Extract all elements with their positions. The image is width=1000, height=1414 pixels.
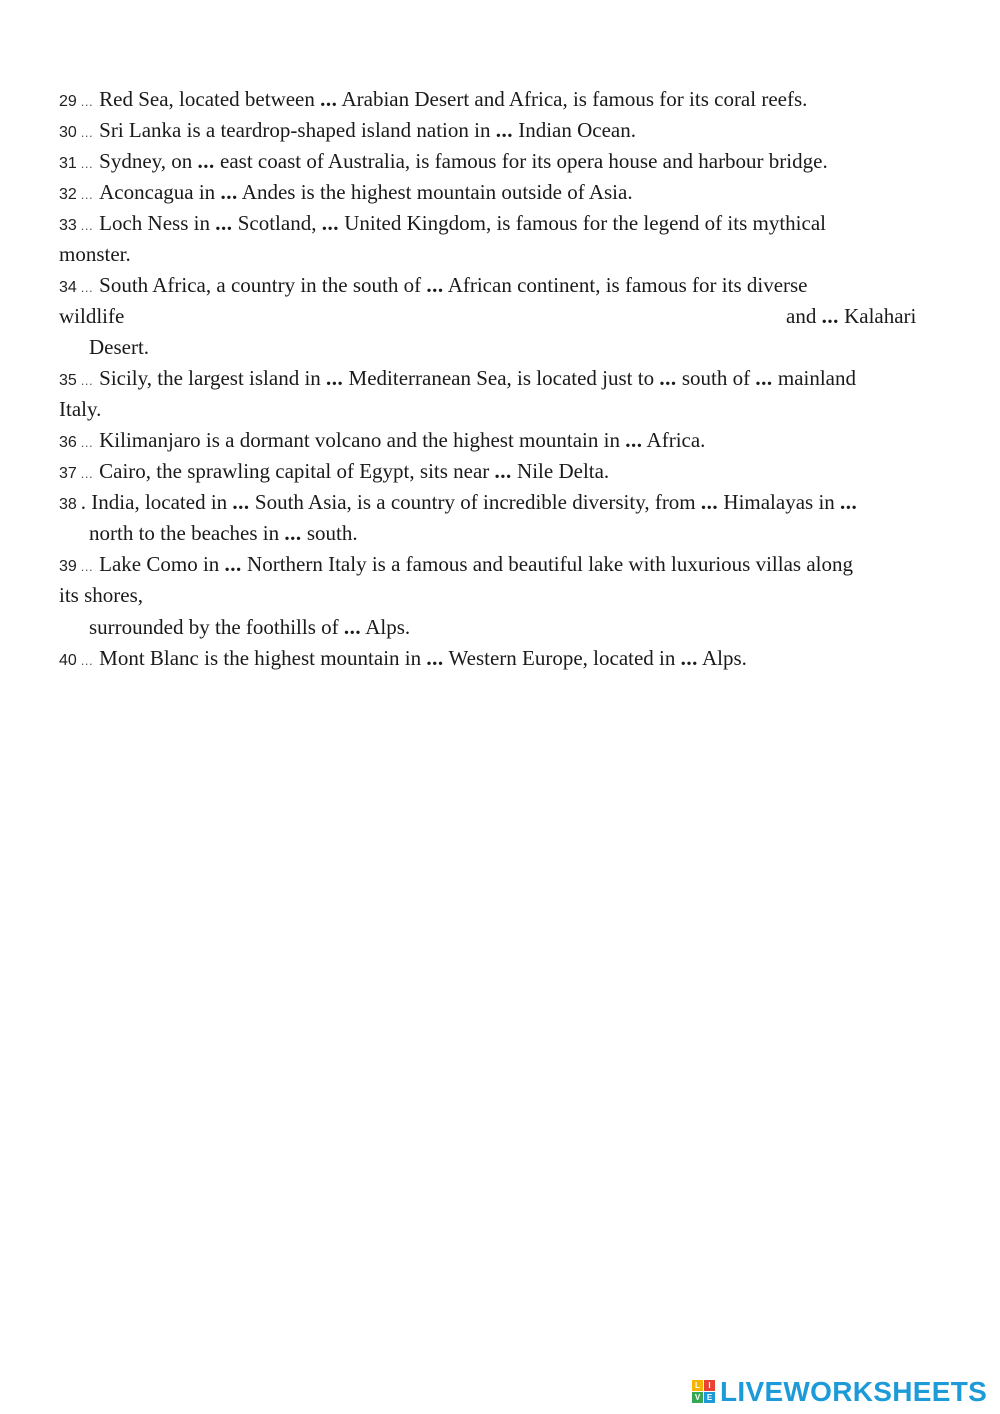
question-number: 30 xyxy=(59,124,77,141)
question-text: Indian Ocean. xyxy=(518,118,636,142)
answer-gap[interactable]: ... xyxy=(224,552,242,576)
question-text: Kalahari xyxy=(844,304,917,328)
question-40 xyxy=(59,644,747,675)
question-34-continued-2 xyxy=(89,333,149,361)
logo-mark-cell: E xyxy=(704,1392,715,1403)
question-36 xyxy=(59,426,705,457)
question-text: Nile Delta. xyxy=(517,459,610,483)
answer-gap[interactable]: ... xyxy=(284,521,302,545)
answer-gap[interactable]: ... xyxy=(80,156,94,171)
question-text: Lake Como in xyxy=(99,552,225,576)
question-number: 40 xyxy=(59,652,77,669)
logo-mark-cell: L xyxy=(692,1380,703,1391)
question-34-continued xyxy=(59,302,124,330)
question-text: . India, located in xyxy=(80,490,233,514)
question-text: east coast of Australia, is famous for its opera house and harbour bridge. xyxy=(220,149,828,173)
question-32 xyxy=(59,178,633,209)
answer-gap[interactable]: ... xyxy=(326,366,344,390)
question-text: Mont Blanc is the highest mountain in xyxy=(99,646,427,670)
answer-gap[interactable]: ... xyxy=(755,366,773,390)
answer-gap[interactable]: ... xyxy=(80,187,94,202)
question-35-continued xyxy=(59,395,101,423)
question-text: Alps. xyxy=(365,615,411,639)
question-text: Sydney, on xyxy=(99,149,198,173)
answer-gap[interactable]: ... xyxy=(80,559,94,574)
question-text: south. xyxy=(306,521,358,545)
question-text: Cairo, the sprawling capital of Egypt, sits near xyxy=(99,459,495,483)
question-text: north to the beaches in xyxy=(89,521,285,545)
answer-gap[interactable]: ... xyxy=(343,615,362,639)
question-number: 37 xyxy=(59,465,77,482)
answer-gap[interactable]: ... xyxy=(700,490,719,514)
question-number: 39 xyxy=(59,558,77,575)
question-text: mainland xyxy=(777,366,857,390)
answer-gap[interactable]: ... xyxy=(680,646,698,670)
question-text: wildlife xyxy=(59,304,125,328)
question-text: Kilimanjaro is a dormant volcano and the highest mountain in xyxy=(99,428,626,452)
question-number: 38 xyxy=(59,496,77,513)
question-number: 32 xyxy=(59,186,77,203)
question-number: 29 xyxy=(59,93,77,110)
liveworksheets-logo[interactable] xyxy=(692,1374,987,1410)
question-38 xyxy=(59,488,857,519)
answer-gap[interactable]: ... xyxy=(321,211,339,235)
answer-gap[interactable]: ... xyxy=(320,87,338,111)
answer-gap[interactable]: ... xyxy=(80,280,94,295)
question-39-continued xyxy=(59,581,143,609)
question-30 xyxy=(59,116,636,147)
answer-gap[interactable]: ... xyxy=(495,118,513,142)
question-number: 34 xyxy=(59,279,77,296)
question-text: Aconcagua in xyxy=(99,180,221,204)
question-text: monster. xyxy=(59,242,131,266)
question-text: surrounded by the foothills of xyxy=(89,615,344,639)
question-text: and xyxy=(786,304,822,328)
question-text: Red Sea, located between xyxy=(99,87,321,111)
answer-gap[interactable]: ... xyxy=(80,653,94,668)
question-text: South Africa, a country in the south of xyxy=(99,273,427,297)
question-text: Sri Lanka is a teardrop-shaped island nation in xyxy=(99,118,496,142)
question-number: 31 xyxy=(59,155,77,172)
question-number: 36 xyxy=(59,434,77,451)
question-text: South Asia, is a country of incredible diversity, from xyxy=(254,490,701,514)
answer-gap[interactable]: ... xyxy=(494,459,512,483)
liveworksheets-logo-icon xyxy=(692,1380,716,1404)
question-text: Alps. xyxy=(701,646,747,670)
question-38-continued xyxy=(89,519,358,547)
question-text: south of xyxy=(681,366,756,390)
question-text: Northern Italy is a famous and beautiful lake with luxurious villas along xyxy=(247,552,853,576)
question-33 xyxy=(59,209,826,240)
answer-gap[interactable]: ... xyxy=(426,273,444,297)
answer-gap[interactable]: ... xyxy=(80,373,94,388)
question-text: Andes is the highest mountain outside of Asia. xyxy=(241,180,633,204)
question-text: Himalayas in xyxy=(723,490,841,514)
question-number: 35 xyxy=(59,372,77,389)
question-text: Italy. xyxy=(59,397,102,421)
question-29 xyxy=(59,85,807,116)
question-text: Scotland, xyxy=(237,211,322,235)
question-text: Sicily, the largest island in xyxy=(99,366,327,390)
question-text: African continent, is famous for its diverse xyxy=(447,273,808,297)
answer-gap[interactable]: ... xyxy=(80,94,94,109)
question-text: Arabian Desert and Africa, is famous for its coral reefs. xyxy=(341,87,808,111)
answer-gap[interactable]: ... xyxy=(220,180,238,204)
answer-gap[interactable]: ... xyxy=(80,218,94,233)
question-text: Africa. xyxy=(646,428,706,452)
question-37 xyxy=(59,457,609,488)
question-39 xyxy=(59,550,853,581)
question-34 xyxy=(59,271,808,302)
answer-gap[interactable]: ... xyxy=(426,646,444,670)
question-text: Western Europe, located in xyxy=(448,646,681,670)
question-31 xyxy=(59,147,828,178)
logo-mark-cell: I xyxy=(704,1380,715,1391)
answer-gap[interactable]: ... xyxy=(625,428,643,452)
question-34-continued-right xyxy=(786,302,916,330)
logo-mark-cell: V xyxy=(692,1392,703,1403)
answer-gap[interactable]: ... xyxy=(840,490,858,514)
question-33-continued xyxy=(59,240,131,268)
answer-gap[interactable]: ... xyxy=(821,304,839,328)
question-35 xyxy=(59,364,856,395)
question-text: Mediterranean Sea, is located just to xyxy=(348,366,660,390)
answer-gap[interactable]: ... xyxy=(232,490,250,514)
question-number: 33 xyxy=(59,217,77,234)
answer-gap[interactable]: ... xyxy=(80,466,94,481)
answer-gap[interactable]: ... xyxy=(197,149,215,173)
question-text: its shores, xyxy=(59,583,143,607)
answer-gap[interactable]: ... xyxy=(80,435,94,450)
answer-gap[interactable]: ... xyxy=(80,125,94,140)
answer-gap[interactable]: ... xyxy=(215,211,233,235)
answer-gap[interactable]: ... xyxy=(659,366,677,390)
question-text: Desert. xyxy=(89,335,150,359)
question-text: Loch Ness in xyxy=(99,211,216,235)
logo-text: LIVEWORKSHEETS xyxy=(720,1376,988,1407)
question-text: United Kingdom, is famous for the legend of its mythical xyxy=(344,211,826,235)
question-39-continued-2 xyxy=(89,613,410,641)
